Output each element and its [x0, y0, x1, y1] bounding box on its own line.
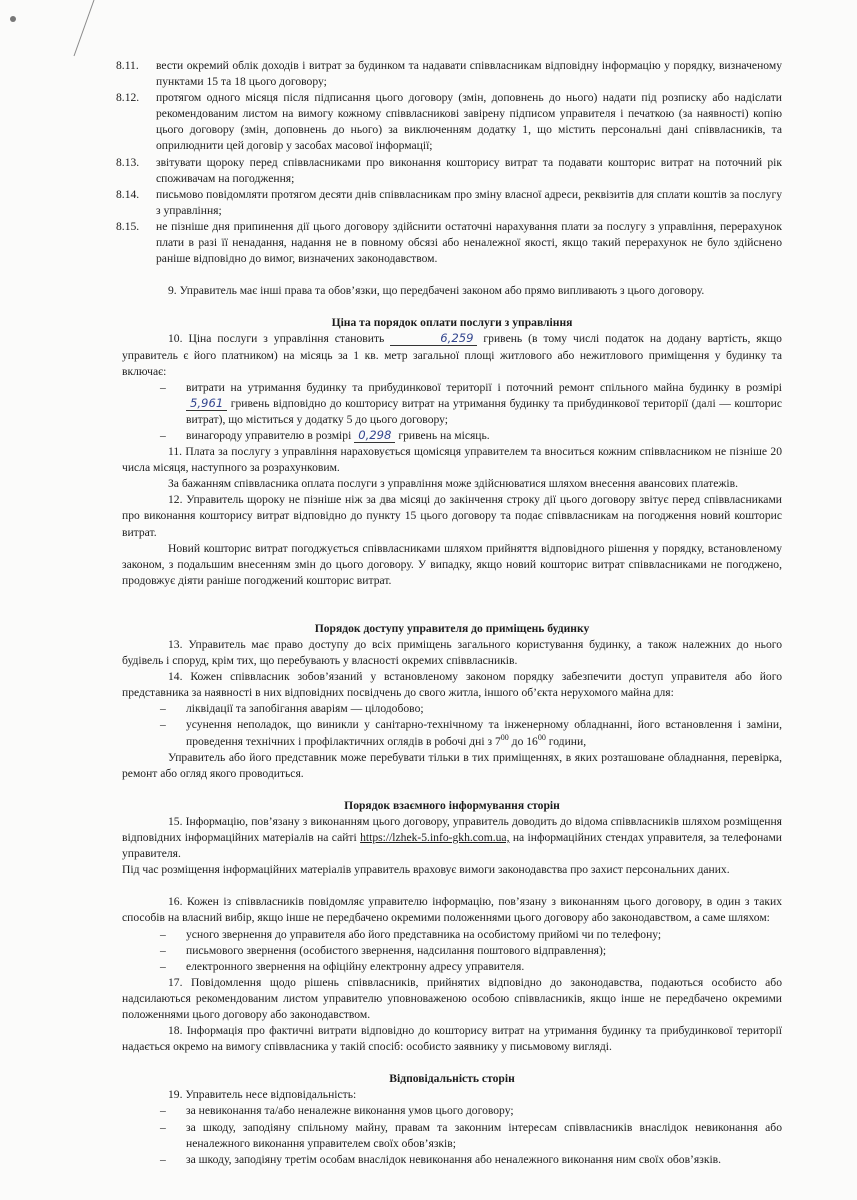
list-item: – усунення неполадок, що виникли у санітарно-технічному та інженерному обладнанні, його встановлення і заміни, проведення технічних і профілактичних оглядів в робочі дні з $7^{00}$ до $16^{00}$ години, — [160, 718, 782, 748]
list-item: – усного звернення до управителя або його представника на особистому прийомі чи по телефону; — [160, 927, 662, 941]
list-item: – електронного звернення на офіційну електронну адресу управителя. — [160, 959, 525, 973]
clause-8-13: 8.13. звітувати щороку перед співвласниками про виконання кошторису витрат та подавати кошторис витрат на поточний рік споживачам на погодження; — [116, 155, 782, 185]
scan-dot — [10, 16, 16, 22]
clause-15-privacy: Під час розміщення інформаційних матеріалів управитель враховує вимоги законодавства про захист персональних даних. — [122, 863, 730, 877]
section-heading-access: Порядок доступу управителя до приміщень будинку — [314, 621, 590, 635]
clause-13: 13. Управитель має право доступу до всіх приміщень загального користування будинку, а також належних до нього будівель і споруд, крім тих, що перебувають у власності окремих співвласників. — [122, 638, 782, 668]
list-item: – за невиконання та/або неналежне виконання умов цього договору; — [160, 1104, 514, 1118]
section-heading-price: Ціна та порядок оплати послуги з управління — [331, 316, 573, 330]
scan-edge-mark — [60, 0, 100, 60]
clause-19: 19. Управитель несе відповідальність: — [168, 1088, 357, 1102]
clause-10: 10. Ціна послуги з управління становить 6,259 гривень (в тому числі податок на додану вартість, якщо управитель є його платником) на місяць за 1 кв. метр загальної площі житлового або нежитлового приміщення у будинку та включає: — [122, 331, 782, 378]
clause-17: 17. Повідомлення щодо рішень співвласників, прийнятих відповідно до законодавства, подаються особисто або надсилаються рекомендованим листом управителю уповноваженою особою співвласників, якщо інше не передбачено окремими положеннями цього договору або законодавством. — [122, 975, 782, 1021]
clause-8-14: 8.14. письмово повідомляти протягом десяти днів співвласникам про зміну власної адреси, реквізитів для сплати коштів за послугу з управління; — [116, 187, 782, 217]
clause-15: 15. Інформацію, пов’язану з виконанням цього договору, управитель доводить до відома співвласників шляхом розміщення відповідних інформаційних матеріалів на сайті https://lzhek-5.info-gkh.com.ua, на інформаційних стендах управителя, за телефонами управителя. — [122, 814, 782, 861]
clause-9: 9. Управитель має інші права та обов’язки, що передбачені законом або прямо випливають з цього договору. — [168, 284, 705, 298]
clause-8-11: 8.11. вести окремий облік доходів і витрат за будинком та надавати співвласникам відповідну інформацію у порядку, визначеному пунктами 15 та 18 цього договору; — [116, 59, 782, 89]
clause-12: 12. Управитель щороку не пізніше ніж за два місяці до закінчення строку дії цього договору звітує перед співвласниками про виконання кошторису витрат відповідно до пункту 15 цього договору та подає співвласникам на погодження новий кошторис витрат. — [122, 493, 782, 539]
clause-16: 16. Кожен із співвласників повідомляє управителю інформацію, пов’язану з виконанням цього договору, в один з таких способів на власний вибір, якщо інше не передбачено окремими положеннями цього договору або законодавством, а саме шляхом: — [122, 895, 782, 925]
handwritten-price: 6,259 — [390, 331, 477, 346]
handwritten-reward: 0,298 — [354, 428, 395, 443]
list-item: – за шкоду, заподіяну спільному майну, правам та законним інтересам співвласників внаслідок невиконання або неналежного виконання управителем своїх обов’язків; — [160, 1120, 782, 1150]
clause-14: 14. Кожен співвласник зобов’язаний у встановленому законом порядку забезпечити доступ управителя або його представника за наявності в них відповідних посвідчень до свого житла, іншого об’єкта нерухомого майна для: — [122, 670, 782, 700]
clause-12-approval: Новий кошторис витрат погоджується співвласниками шляхом прийняття відповідного рішення у порядку, встановленому законом, з подальшим внесенням змін до цього договору. У випадку, якщо новий кошторис витрат співвласниками не погоджено, продовжує діяти раніше погоджений кошторис витрат. — [122, 541, 782, 587]
clause-8-15: 8.15. не пізніше дня припинення дії цього договору здійснити остаточні нарахування плати за послугу з управління, перерахунок плати в разі її ненадання, надання не в повному обсязі або неналежної якості, якщо такий перерахунок не було здійснено раніше відповідно до вимог, визначених законодавством. — [116, 219, 782, 266]
list-item: – витрати на утримання будинку та прибудинкової території і поточний ремонт спільного майна будинку в розмірі 5,961 гривень відповідно до кошторису витрат на утримання будинку та прибудинкової території (далі — кошторис витрат), що міститься у додатку 5 до цього договору; — [160, 380, 782, 426]
list-item: – винагороду управителю в розмірі 0,298 гривень на місяць. — [160, 427, 490, 442]
handwritten-maintenance-cost: 5,961 — [186, 396, 227, 411]
section-heading-liability: Відповідальність сторін — [389, 1072, 515, 1086]
list-item: – письмового звернення (особистого звернення, надсилання поштового відправлення); — [160, 943, 607, 957]
clause-11: 11. Плата за послугу з управління нараховується щомісяця управителем та вноситься кожним співвласником не пізніше 20 числа місяця, наступного за розрахунковим. — [122, 445, 782, 475]
section-heading-information: Порядок взаємного інформування сторін — [344, 798, 560, 812]
list-item: – ліквідації та запобігання аваріям — цілодобово; — [160, 702, 424, 716]
website-link[interactable]: https://lzhek-5.info-gkh.com.ua, — [360, 831, 510, 845]
clause-11-advance: За бажанням співвласника оплата послуги з управління може здійснюватися шляхом внесення авансових платежів. — [168, 477, 738, 491]
clause-8-12: 8.12. протягом одного місяця після підписання цього договору (змін, доповнень до нього) надати під розписку або надіслати рекомендованим листом на вимогу кожному співвласникові завірену підписом управителя і печаткою (за наявності) копію цього договору (змін, доповнень до нього) за виключенням додатку 1, що містить персональні дані співвласників, та оприлюднити цей договір у засобах масової інформації; — [116, 91, 782, 153]
clause-14-presence: Управитель або його представник може перебувати тільки в тих приміщеннях, в яких розташоване обладнання, перевірка, ремонт або огляд якого проводиться. — [122, 750, 782, 780]
document-body — [116, 58, 782, 1168]
list-item: – за шкоду, заподіяну третім особам внаслідок невиконання або неналежного виконання ним своїх обов’язків. — [160, 1152, 722, 1166]
clause-18: 18. Інформація про фактичні витрати відповідно до кошторису витрат на утримання будинку та прибудинкової території надається окремо на вимогу співвласника у такій спосіб: особисто заявнику у письмовому вигляді. — [122, 1024, 782, 1054]
